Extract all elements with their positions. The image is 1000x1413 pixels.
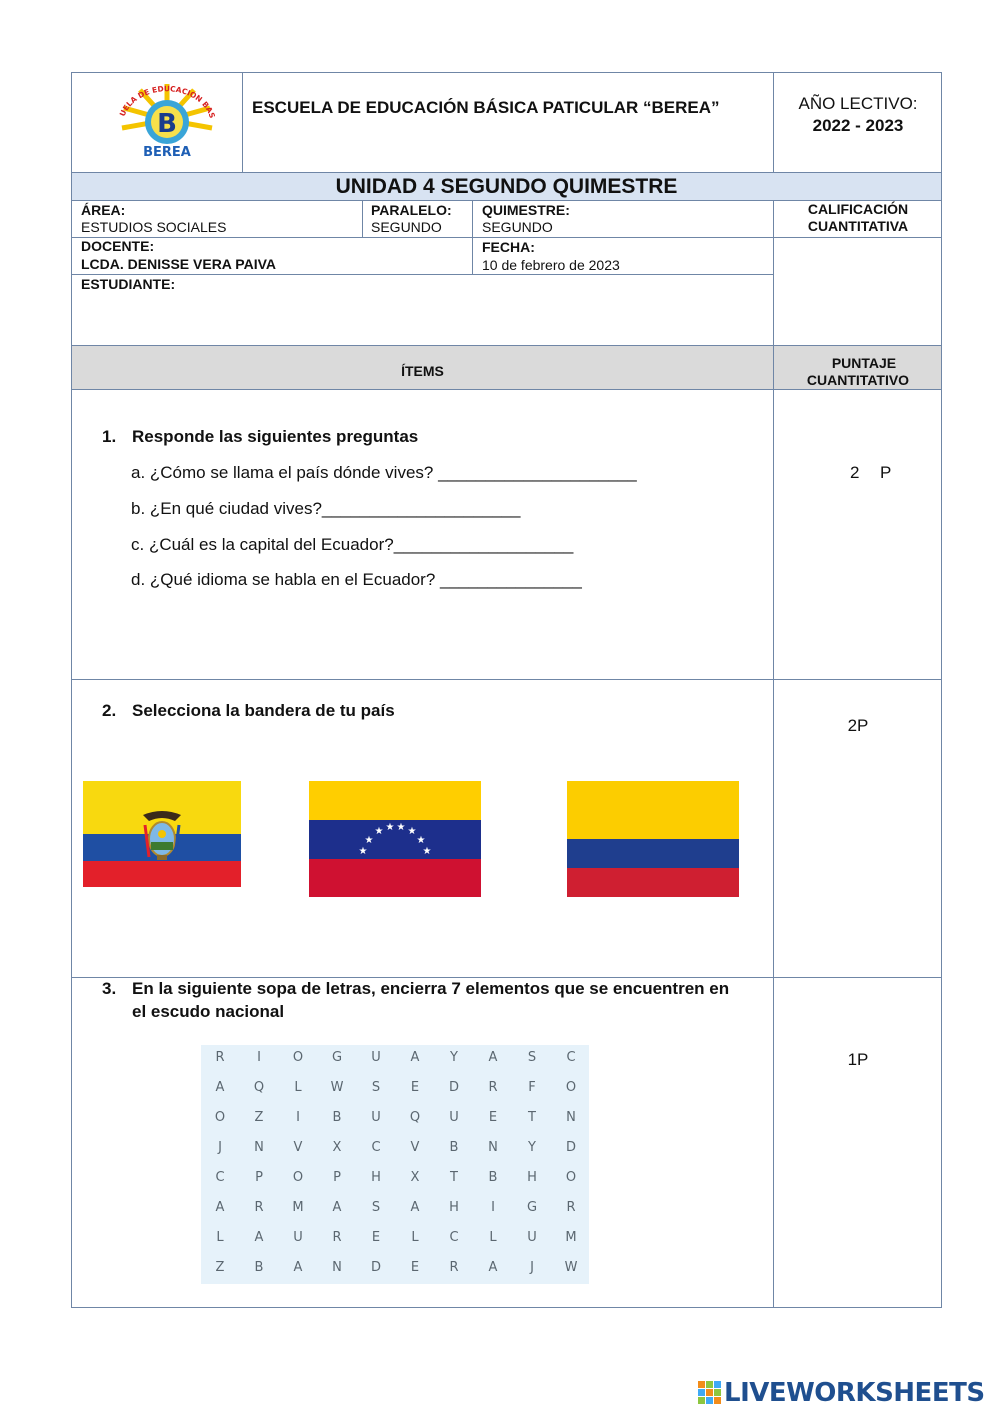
area-value: ESTUDIOS SOCIALES	[81, 219, 227, 235]
word-search-letter[interactable]: O	[214, 1110, 226, 1125]
quimestre-value: SEGUNDO	[482, 219, 553, 235]
svg-text:★: ★	[416, 835, 426, 846]
q3-number: 3.	[102, 979, 117, 998]
svg-text:BEREA: BEREA	[143, 145, 191, 160]
brand-text: LIVEWORKSHEETS	[724, 1378, 985, 1408]
header-divider-left	[242, 72, 243, 172]
word-search-letter[interactable]: A	[332, 1200, 342, 1215]
svg-text:ESCUELA DE EDUCACION BASICA: UELA DE EDUCACION BAS	[117, 84, 217, 120]
word-search-letter[interactable]: B	[488, 1170, 498, 1185]
word-search-letter[interactable]: Z	[254, 1110, 264, 1125]
liveworksheets-grid-icon	[698, 1381, 722, 1405]
q1-question-d[interactable]: d. ¿Qué idioma se habla en el Ecuador? _______________	[131, 570, 582, 589]
word-search-letter[interactable]: E	[410, 1260, 420, 1275]
unit-title: UNIDAD 4 SEGUNDO QUIMESTRE	[335, 175, 678, 198]
word-search-letter[interactable]: J	[530, 1260, 534, 1275]
flag-colombia[interactable]	[567, 781, 739, 897]
word-search-letter[interactable]: S	[527, 1050, 537, 1065]
word-search-letter[interactable]: P	[333, 1170, 341, 1185]
word-search-letter[interactable]: R	[215, 1050, 225, 1065]
word-search-letter[interactable]: U	[527, 1230, 537, 1245]
word-search-letter[interactable]: X	[410, 1170, 420, 1185]
word-search-letter[interactable]: C	[566, 1050, 576, 1065]
q3-score: 1P	[847, 1050, 869, 1069]
word-search-letter[interactable]: H	[371, 1170, 381, 1185]
q2-number: 2.	[102, 701, 117, 720]
svg-text:★: ★	[396, 822, 406, 833]
word-search-letter[interactable]: I	[491, 1200, 495, 1215]
word-search-letter[interactable]: U	[371, 1050, 381, 1065]
paralelo-label: PARALELO:	[371, 202, 452, 218]
word-search-letter[interactable]: E	[488, 1110, 498, 1125]
word-search-letter[interactable]: M	[292, 1200, 304, 1215]
word-search-letter[interactable]: Y	[528, 1140, 536, 1155]
estudiante-label: ESTUDIANTE:	[81, 276, 176, 292]
flag-venezuela-stripe-yellow	[309, 781, 481, 820]
info-row2-bottom	[71, 274, 773, 275]
word-search-letter[interactable]: G	[331, 1050, 343, 1065]
word-search-letter[interactable]: I	[257, 1050, 261, 1065]
word-search-letter[interactable]: R	[332, 1230, 342, 1245]
word-search-letter[interactable]: J	[218, 1140, 222, 1155]
word-search-letter[interactable]: N	[332, 1260, 342, 1275]
word-search-letter[interactable]: A	[215, 1080, 225, 1095]
q1-bottom-line	[71, 679, 942, 680]
info-divider-1	[362, 200, 363, 237]
word-search-letter[interactable]: D	[565, 1140, 576, 1155]
word-search-letter[interactable]: W	[564, 1260, 578, 1275]
word-search-letter[interactable]: M	[565, 1230, 577, 1245]
year-value: 2022 - 2023	[812, 116, 904, 135]
word-search-letter[interactable]: A	[488, 1050, 498, 1065]
word-search-letter[interactable]: E	[410, 1080, 420, 1095]
word-search-letter[interactable]: V	[410, 1140, 420, 1155]
word-search-letter[interactable]: R	[566, 1200, 576, 1215]
word-search-letter[interactable]: A	[410, 1200, 420, 1215]
word-search-letter[interactable]: T	[528, 1110, 536, 1125]
word-search-letter[interactable]: A	[254, 1230, 264, 1245]
svg-text:★: ★	[422, 846, 432, 857]
flag-ecuador-stripe-red	[83, 861, 241, 887]
docente-value: LCDA. DENISSE VERA PAIVA	[81, 256, 276, 272]
word-search-letter[interactable]: T	[450, 1170, 458, 1185]
word-search-letter[interactable]: Q	[253, 1080, 265, 1095]
word-search-letter[interactable]: L	[216, 1230, 224, 1245]
word-search-letter[interactable]: O	[565, 1170, 577, 1185]
word-search-letter[interactable]: F	[528, 1080, 536, 1095]
flag-venezuela-stripe-red	[309, 859, 481, 897]
svg-text:★: ★	[358, 846, 368, 857]
word-search-letter[interactable]: U	[371, 1110, 381, 1125]
word-search-letter[interactable]: L	[489, 1230, 497, 1245]
calificacion-field[interactable]	[776, 240, 940, 343]
word-search-letter[interactable]: L	[411, 1230, 419, 1245]
items-label: ÍTEMS	[401, 363, 444, 379]
flag-colombia-stripe-red	[567, 868, 739, 897]
fecha-label: FECHA:	[482, 239, 535, 255]
q1-title: Responde las siguientes preguntas	[132, 427, 419, 446]
venezuela-stars-icon	[355, 821, 435, 857]
word-search-letter[interactable]: U	[293, 1230, 303, 1245]
q1-question-b[interactable]: b. ¿En qué ciudad vives?_____________________	[131, 499, 521, 518]
berea-logo-icon	[110, 80, 225, 160]
fecha-value: 10 de febrero de 2023	[482, 257, 620, 273]
q3-title-line1: En la siguiente sopa de letras, encierra 7 elementos que se encuentren en	[132, 979, 730, 998]
word-search-letter[interactable]: O	[292, 1050, 304, 1065]
word-search-letter[interactable]: R	[449, 1260, 459, 1275]
word-search-letter[interactable]: U	[449, 1110, 459, 1125]
word-search-letter[interactable]: Y	[450, 1050, 458, 1065]
estudiante-field[interactable]	[190, 276, 760, 336]
liveworksheets-logo[interactable]	[698, 1378, 998, 1410]
word-search-letter[interactable]: R	[254, 1200, 264, 1215]
q2-title: Selecciona la bandera de tu país	[132, 701, 395, 720]
word-search-letter[interactable]: X	[332, 1140, 342, 1155]
q1-question-a[interactable]: a. ¿Cómo se llama el país dónde vives? _____________________	[131, 463, 637, 482]
q2-score: 2P	[847, 716, 869, 735]
word-search-letter[interactable]: O	[565, 1080, 577, 1095]
word-search-letter[interactable]: D	[448, 1080, 459, 1095]
docente-label: DOCENTE:	[81, 238, 155, 254]
q2-bottom-line	[71, 977, 942, 978]
word-search-letter[interactable]: B	[449, 1140, 459, 1155]
flag-venezuela[interactable]	[309, 781, 481, 897]
word-search-letter[interactable]: N	[488, 1140, 498, 1155]
word-search-letter[interactable]: N	[566, 1110, 576, 1125]
word-search-letter[interactable]: P	[255, 1170, 263, 1185]
word-search-letter[interactable]: Q	[409, 1110, 421, 1125]
word-search-letter[interactable]: I	[296, 1110, 300, 1125]
info-row1-bottom	[71, 237, 942, 238]
right-column-divider	[773, 72, 774, 1308]
word-search-letter[interactable]: B	[254, 1260, 264, 1275]
school-name: ESCUELA DE EDUCACIÓN BÁSICA PATICULAR “BEREA”	[252, 98, 720, 117]
flag-ecuador[interactable]	[83, 781, 241, 887]
ecuador-coat-of-arms-icon	[139, 805, 185, 863]
word-search-letter[interactable]: G	[526, 1200, 538, 1215]
flag-colombia-stripe-yellow	[567, 781, 739, 839]
year-label: AÑO LECTIVO:	[798, 94, 918, 113]
calificacion-line2: CUANTITATIVA	[807, 218, 909, 234]
quimestre-label: QUIMESTRE:	[482, 202, 570, 218]
word-search-letter[interactable]: O	[292, 1170, 304, 1185]
puntaje-line2: CUANTITATIVO	[806, 372, 910, 388]
puntaje-line1: PUNTAJE	[831, 355, 897, 371]
word-search-letter[interactable]: A	[215, 1200, 225, 1215]
word-search-letter[interactable]: B	[332, 1110, 342, 1125]
q1-score-number: 2	[850, 463, 860, 482]
word-search-letter[interactable]: R	[488, 1080, 498, 1095]
word-search-letter[interactable]: S	[371, 1080, 381, 1095]
word-search-letter[interactable]: C	[449, 1230, 459, 1245]
word-search-letter[interactable]: S	[371, 1200, 381, 1215]
paralelo-value: SEGUNDO	[371, 219, 442, 235]
svg-text:★: ★	[407, 826, 417, 837]
svg-text:★: ★	[385, 822, 395, 833]
q1-score-unit: P	[880, 463, 892, 482]
word-search-letter[interactable]: Z	[215, 1260, 225, 1275]
word-search-letter[interactable]: C	[371, 1140, 381, 1155]
word-search-letter[interactable]: A	[410, 1050, 420, 1065]
word-search-letter[interactable]: C	[215, 1170, 225, 1185]
flag-colombia-stripe-blue	[567, 839, 739, 868]
word-search-letter[interactable]: V	[293, 1140, 303, 1155]
word-search-letter[interactable]: E	[371, 1230, 381, 1245]
school-logo	[110, 80, 225, 160]
area-label: ÁREA:	[81, 202, 126, 218]
word-search-letter[interactable]: L	[294, 1080, 302, 1095]
calificacion-line1: CALIFICACIÓN	[807, 201, 909, 217]
q1-question-c[interactable]: c. ¿Cuál es la capital del Ecuador?___________________	[131, 535, 574, 554]
word-search-letter[interactable]: D	[370, 1260, 381, 1275]
word-search-letter[interactable]: A	[293, 1260, 303, 1275]
q3-title-line2: el escudo nacional	[132, 1002, 285, 1021]
svg-text:★: ★	[374, 826, 384, 837]
word-search-letter[interactable]: H	[449, 1200, 459, 1215]
q1-number: 1.	[102, 427, 117, 446]
word-search-letter[interactable]: N	[254, 1140, 264, 1155]
svg-text:B: B	[157, 109, 177, 139]
word-search-letter[interactable]: A	[488, 1260, 498, 1275]
svg-text:★: ★	[364, 835, 374, 846]
word-search-letter[interactable]: W	[330, 1080, 344, 1095]
word-search-letter[interactable]: H	[527, 1170, 537, 1185]
items-header-bottom	[71, 389, 942, 390]
